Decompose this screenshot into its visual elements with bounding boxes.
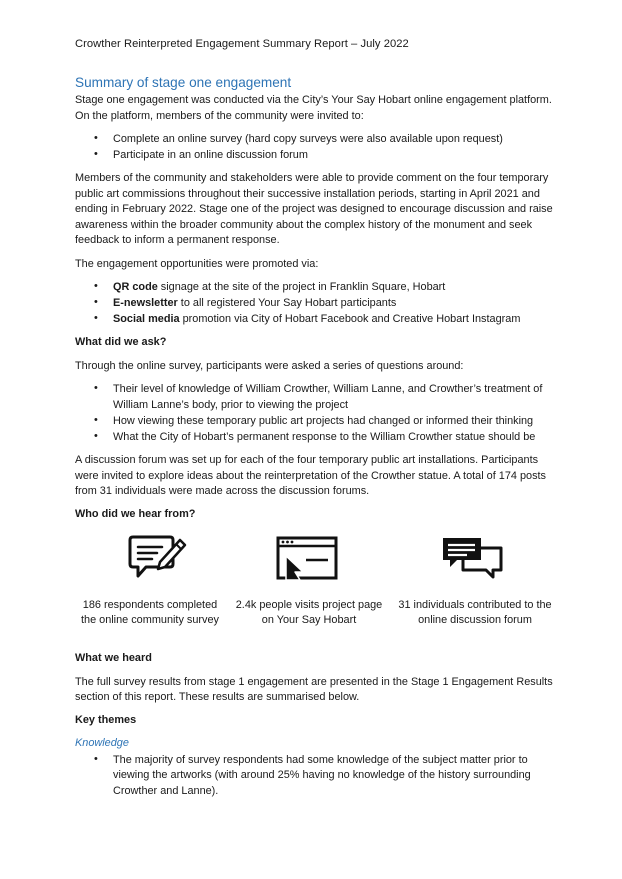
invited-item-survey: Complete an online survey (hard copy surveys were also available upon request): [113, 133, 503, 145]
promoted-rest: promotion via City of Hobart Facebook and Creative Hobart Instagram: [179, 313, 521, 325]
stat-page-visits-line-2: on Your Say Hobart: [261, 614, 357, 626]
asked-heading: What did we ask?: [75, 336, 167, 348]
heard-heading: What we heard: [75, 652, 152, 664]
browser-cursor-icon: [276, 536, 338, 582]
intro-line-1: Stage one engagement was conducted via the City’s Your Say Hobart online engagement platform.: [75, 94, 552, 106]
stage-one-paragraph-line-5: feedback to inform a permanent response.: [75, 234, 280, 246]
heard-line-2: section of this report. These results are summarised below.: [75, 691, 360, 703]
bullet: •: [94, 312, 98, 324]
bullet: •: [94, 132, 98, 144]
survey-pen-icon: [126, 534, 188, 582]
bullet: •: [94, 296, 98, 308]
promoted-item-qr: [113, 280, 563, 296]
promoted-bold: E-newsletter: [113, 297, 178, 309]
knowledge-item-line-1: The majority of survey respondents had some knowledge of the subject matter prior to: [113, 754, 528, 766]
stat-forum: [392, 598, 558, 628]
forum-paragraph-line-1: A discussion forum was set up for each of the four temporary public art installations. Participants: [75, 454, 539, 466]
asked-item-knowledge-line-2: William Lanne’s body, prior to viewing the project: [113, 399, 349, 411]
stat-survey-line-2: the online community survey: [80, 614, 219, 626]
promoted-item-social: [113, 312, 563, 328]
bullet: •: [94, 753, 98, 765]
promoted-item-newsletter: [113, 296, 563, 312]
promoted-rest: signage at the site of the project in Franklin Square, Hobart: [157, 281, 446, 293]
running-header: Crowther Reinterpreted Engagement Summary Report – July 2022: [75, 38, 409, 50]
forum-paragraph-line-2: were invited to explore ideas about the reinterpretation of the Crowther statue. A total of 174 posts: [75, 470, 547, 482]
asked-intro: Through the online survey, participants were asked a series of questions around:: [75, 360, 464, 372]
stage-one-paragraph-line-3: ending in February 2022. Stage one of the project was designed to encourage discussion and raise: [75, 203, 553, 215]
stage-one-paragraph-line-1: Members of the community and stakeholders were able to provide comment on the four temporary: [75, 172, 549, 184]
knowledge-item-line-2: viewing the artworks (with around 25% having no knowledge of the history surrounding: [113, 769, 531, 781]
stat-survey: [70, 598, 230, 628]
summary-heading: Summary of stage one engagement: [75, 75, 292, 90]
stat-page-visits-line-1: 2.4k people visits project page: [235, 599, 383, 611]
themes-heading: Key themes: [75, 714, 137, 726]
asked-item-knowledge-line-1: Their level of knowledge of William Crowther, William Lanne, and Crowther’s treatment of: [113, 383, 543, 395]
invited-item-forum: Participate in an online discussion forum: [113, 149, 308, 161]
intro-line-2: On the platform, members of the community were invited to:: [75, 110, 364, 122]
bullet: •: [94, 382, 98, 394]
forum-paragraph-line-3: from 31 individuals were made across the discussion forums.: [75, 485, 370, 497]
promoted-rest: to all registered Your Say Hobart participants: [177, 297, 397, 309]
promoted-bold: Social media: [113, 313, 180, 325]
stat-page-visits: [224, 598, 394, 628]
asked-item-thinking: How viewing these temporary public art projects had changed or informed their thinking: [113, 415, 534, 427]
knowledge-item-line-3: Crowther and Lanne).: [113, 785, 219, 797]
stage-one-paragraph-line-4: awareness within the broader community about the complex history of the monument and seek: [75, 219, 533, 231]
heard-line-1: The full survey results from stage 1 engagement are presented in the Stage 1 Engagement Results: [75, 676, 553, 688]
asked-item-response: What the City of Hobart’s permanent response to the William Crowther statue should be: [113, 431, 536, 443]
promoted-bold: QR code: [113, 281, 158, 293]
stat-survey-line-1: 186 respondents completed: [82, 599, 218, 611]
stat-forum-line-1: 31 individuals contributed to the: [398, 599, 552, 611]
knowledge-subheading: Knowledge: [75, 737, 129, 749]
bullet: •: [94, 148, 98, 160]
stage-one-paragraph-line-2: public art commissions throughout their successive installation periods, starting in April 2021 and: [75, 188, 540, 200]
bullet: •: [94, 430, 98, 442]
bullet: •: [94, 414, 98, 426]
bullet: •: [94, 280, 98, 292]
heard-from-heading: Who did we hear from?: [75, 508, 196, 520]
discussion-bubbles-icon: [441, 536, 505, 580]
stat-forum-line-2: online discussion forum: [418, 614, 532, 626]
promoted-intro: The engagement opportunities were promoted via:: [75, 258, 319, 270]
